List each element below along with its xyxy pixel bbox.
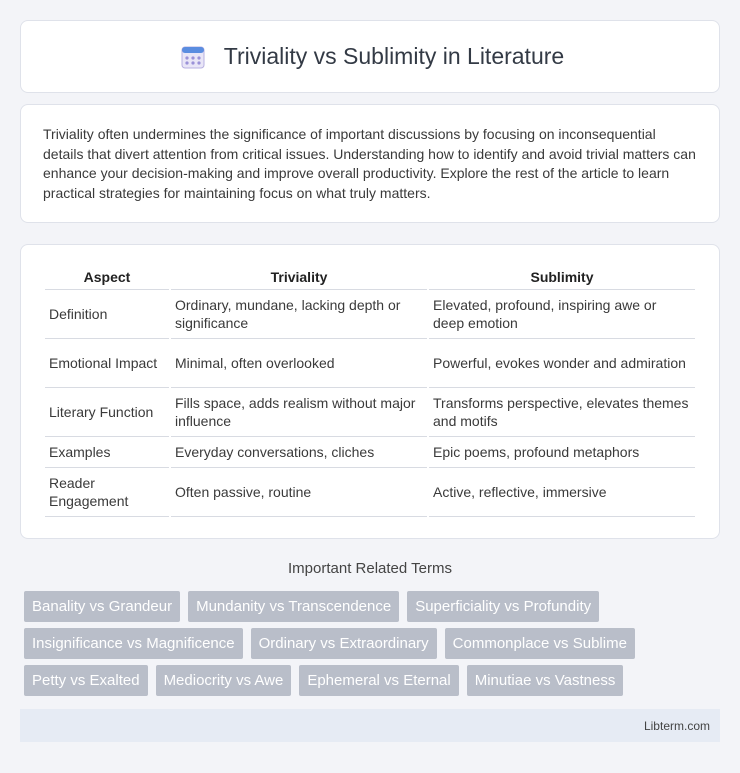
table-cell: Powerful, evokes wonder and admiration [429, 339, 695, 388]
related-term-tag[interactable]: Ordinary vs Extraordinary [251, 628, 437, 659]
table-row [45, 388, 695, 437]
table-cell: Literary Function [45, 388, 169, 437]
column-header-aspect: Aspect [45, 265, 169, 290]
header-card [20, 20, 720, 93]
table-row [45, 437, 695, 468]
table-cell: Examples [45, 437, 169, 468]
footer [20, 709, 720, 742]
related-term-tag[interactable]: Commonplace vs Sublime [445, 628, 635, 659]
related-term-tag[interactable]: Mediocrity vs Awe [156, 665, 292, 696]
column-header-sublimity: Sublimity [429, 265, 695, 290]
comparison-table [43, 265, 697, 517]
intro-card [20, 104, 720, 223]
page-title: Triviality vs Sublimity in Literature [223, 43, 565, 69]
table-cell: Ordinary, mundane, lacking depth or significance [171, 290, 427, 339]
related-term-tag[interactable]: Insignificance vs Magnificence [24, 628, 243, 659]
table-cell: Everyday conversations, cliches [171, 437, 427, 468]
table-header-row [45, 265, 695, 290]
related-terms-title: Important Related Terms [288, 560, 452, 577]
table-cell: Active, reflective, immersive [429, 468, 695, 517]
related-term-tag[interactable]: Superficiality vs Profundity [407, 591, 599, 622]
table-cell: Reader Engagement [45, 468, 169, 517]
column-header-triviality: Triviality [171, 265, 427, 290]
tag-row [24, 591, 724, 622]
table-row [45, 339, 695, 388]
intro-text: Triviality often undermines the significance of important discussions by focusing on inconsequential details that divert attention from critical issues. Understanding how to identify and avoid trivial matters can enhance your decision-making and improve overall productivity. Explore the rest of the article to learn practical strategies for maintaining focus on what truly matters. [43, 126, 696, 201]
footer-site-link[interactable]: Libterm.com [643, 718, 710, 733]
tag-row [24, 628, 724, 659]
table-row [45, 468, 695, 517]
table-cell: Emotional Impact [45, 339, 169, 388]
related-term-tag[interactable]: Petty vs Exalted [24, 665, 148, 696]
table-cell: Epic poems, profound metaphors [429, 437, 695, 468]
table-row [45, 290, 695, 339]
related-term-tag[interactable]: Banality vs Grandeur [24, 591, 180, 622]
calendar-icon [176, 40, 210, 74]
related-term-tag[interactable]: Mundanity vs Transcendence [188, 591, 399, 622]
table-cell: Definition [45, 290, 169, 339]
title-wrap [176, 40, 564, 74]
related-term-tag[interactable]: Ephemeral vs Eternal [299, 665, 458, 696]
table-cell: Often passive, routine [171, 468, 427, 517]
table-cell: Elevated, profound, inspiring awe or deep emotion [429, 290, 695, 339]
related-term-tag[interactable]: Minutiae vs Vastness [467, 665, 624, 696]
table-cell: Minimal, often overlooked [171, 339, 427, 388]
comparison-table-card [20, 244, 720, 539]
table-cell: Transforms perspective, elevates themes and motifs [429, 388, 695, 437]
tag-row [24, 665, 724, 696]
related-terms-list [24, 591, 724, 702]
table-cell: Fills space, adds realism without major influence [171, 388, 427, 437]
